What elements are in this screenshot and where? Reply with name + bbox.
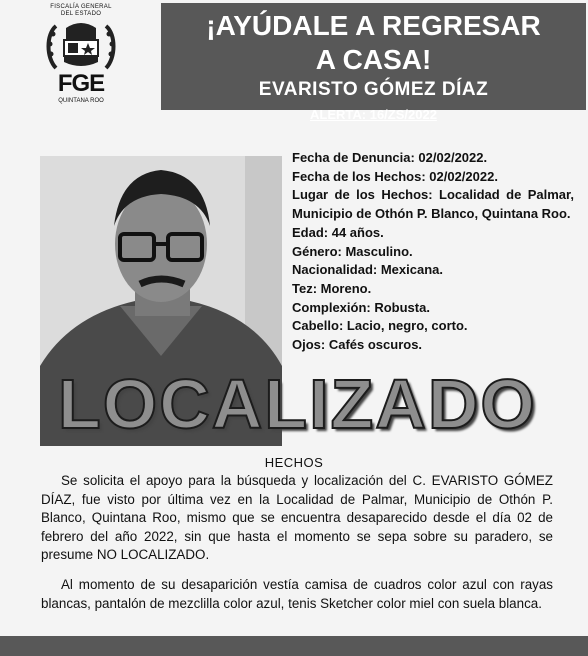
detail-age: Edad: 44 años. xyxy=(292,224,384,240)
facts-heading: HECHOS xyxy=(264,455,324,470)
state-seal-icon xyxy=(44,20,118,72)
facts-paragraph: Se solicita el apoyo para la búsqueda y localización del C. EVARISTO GÓMEZ DÍAZ, fue visto por última vez en la Localidad de Palmar, Municipio de Othón P. Blanco, Quintana Roo, mismo que se encuentra desaparecido desde el día 02 de febrero del año 2022, sin que hasta el momento se sepa sobre su paradero, se presume NO LOCALIZADO. xyxy=(41,473,553,562)
detail-report-date: Fecha de Denuncia: 02/02/2022. xyxy=(292,150,488,165)
clothing-paragraph: Al momento de su desaparición vestía camisa de cuadros color azul con rayas blancas, pantalón de mezclilla color azul, tenis Sketcher color miel con suela blanca. xyxy=(41,577,553,611)
footer-bar xyxy=(0,636,588,656)
header-title-line1: ¡AYÚDALE A REGRESAR xyxy=(206,10,541,41)
detail-build: Complexión: Robusta. xyxy=(292,299,430,315)
fge-logo xyxy=(22,4,140,110)
agency-acronym: FGE xyxy=(57,70,105,97)
header-title-line2: A CASA! xyxy=(315,44,432,75)
agency-name-line1: FISCALÍA GENERAL xyxy=(50,4,112,10)
person-details xyxy=(292,149,574,355)
detail-complexion-color: Tez: Moreno. xyxy=(292,280,372,296)
located-stamp: LOCALIZADO xyxy=(58,365,537,443)
detail-event-date: Fecha de los Hechos: 02/02/2022. xyxy=(292,168,498,184)
detail-eyes: Ojos: Cafés oscuros. xyxy=(292,337,423,353)
person-name: EVARISTO GÓMEZ DÍAZ xyxy=(258,79,489,100)
alert-header xyxy=(161,3,586,122)
detail-hair: Cabello: Lacio, negro, corto. xyxy=(292,318,468,334)
detail-gender: Género: Masculino. xyxy=(292,243,413,259)
alert-number: ALERTA: 16/ZS/2022 xyxy=(310,107,437,122)
state-name: QUINTANA ROO xyxy=(58,98,104,104)
agency-name-line2: DEL ESTADO xyxy=(60,11,102,17)
header-title xyxy=(161,3,586,77)
detail-location: Lugar de los Hechos: Localidad de Palmar, Municipio de Othón P. Blanco, Quintana Roo. xyxy=(292,187,574,222)
detail-nationality: Nacionalidad: Mexicana. xyxy=(292,262,443,278)
